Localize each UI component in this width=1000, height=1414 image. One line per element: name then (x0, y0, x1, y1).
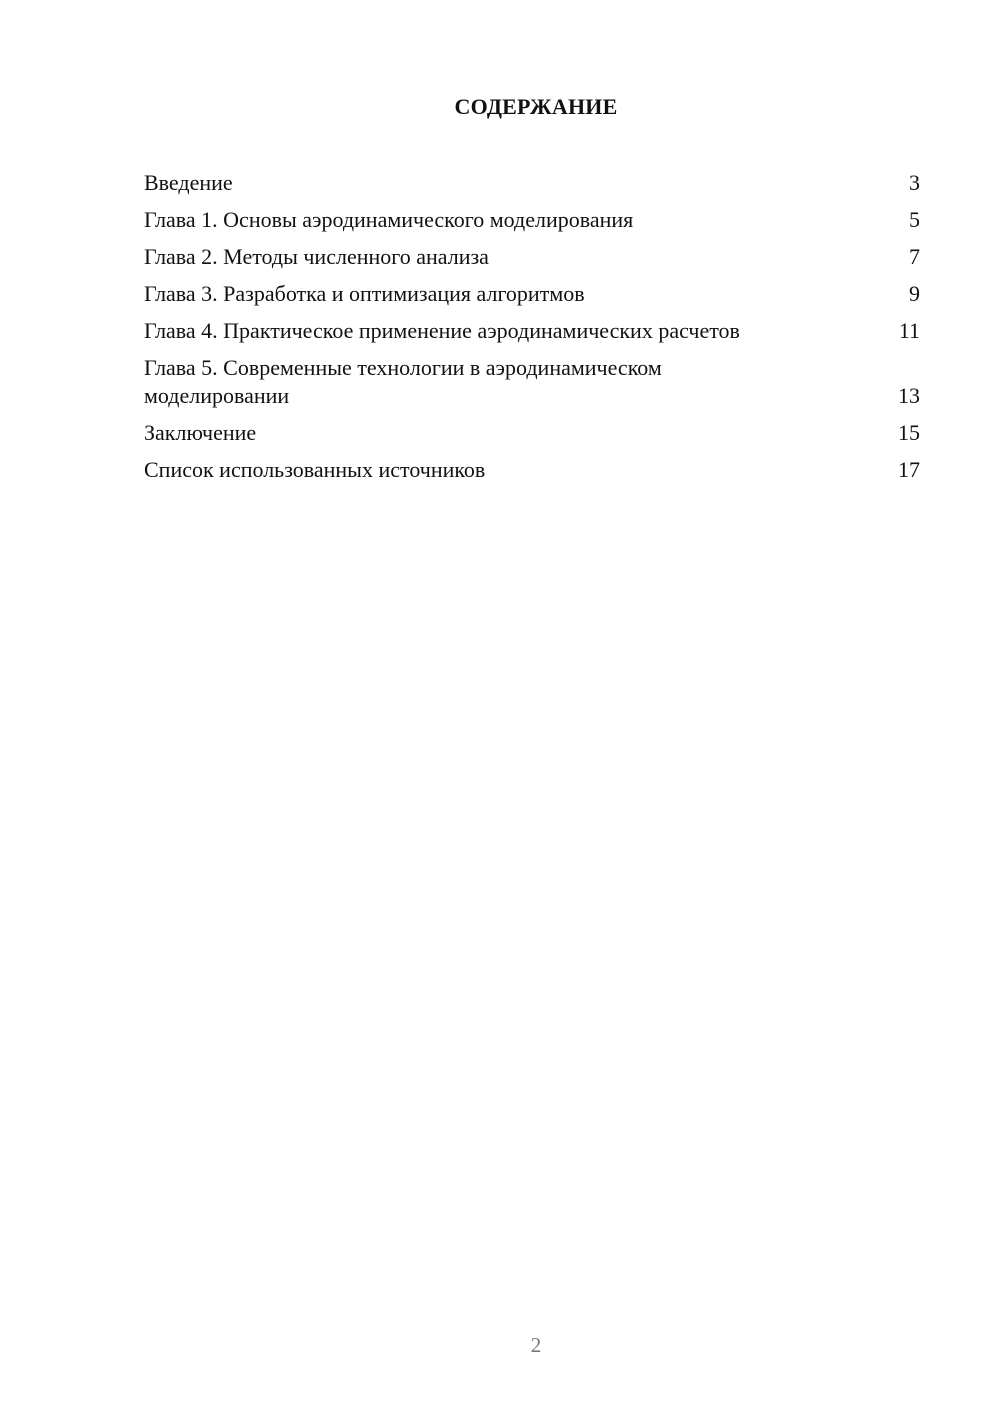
toc-entry-title: Список использованных источников (144, 457, 486, 482)
toc-entry-chapter-2 (144, 243, 920, 271)
toc-entry-title: Введение (144, 170, 233, 195)
toc-entry-references (144, 456, 920, 484)
toc-entry-chapter-3 (144, 280, 920, 308)
toc-entry-page: 13 (898, 383, 920, 408)
toc-entry-page: 17 (898, 457, 920, 482)
toc-entry-page: 5 (909, 207, 920, 232)
toc-entry-title: Глава 5. Современные технологии в аэродинамическом моделировании (144, 355, 662, 408)
toc-entry-title: Глава 3. Разработка и оптимизация алгоритмов (144, 281, 585, 306)
toc-entry-chapter-5 (144, 354, 920, 410)
toc-entry-page: 3 (909, 170, 920, 195)
toc-heading: СОДЕРЖАНИЕ (454, 94, 618, 119)
toc-entry-title: Глава 2. Методы численного анализа (144, 244, 489, 269)
toc-entry-chapter-4 (144, 317, 920, 345)
toc-entry-page: 7 (909, 244, 920, 269)
toc-entry-title: Глава 4. Практическое применение аэродинамических расчетов (144, 318, 740, 343)
toc-entry-conclusion (144, 419, 920, 447)
toc-entry-page: 9 (909, 281, 920, 306)
toc-entry-page: 11 (898, 318, 920, 343)
toc-entry-title: Заключение (144, 420, 257, 445)
toc-list (144, 169, 920, 493)
toc-entry-page: 15 (898, 420, 920, 445)
toc-entry-introduction (144, 169, 920, 197)
toc-entry-title: Глава 1. Основы аэродинамического моделирования (144, 207, 634, 232)
page-number: 2 (530, 1333, 542, 1357)
toc-entry-chapter-1 (144, 206, 920, 234)
